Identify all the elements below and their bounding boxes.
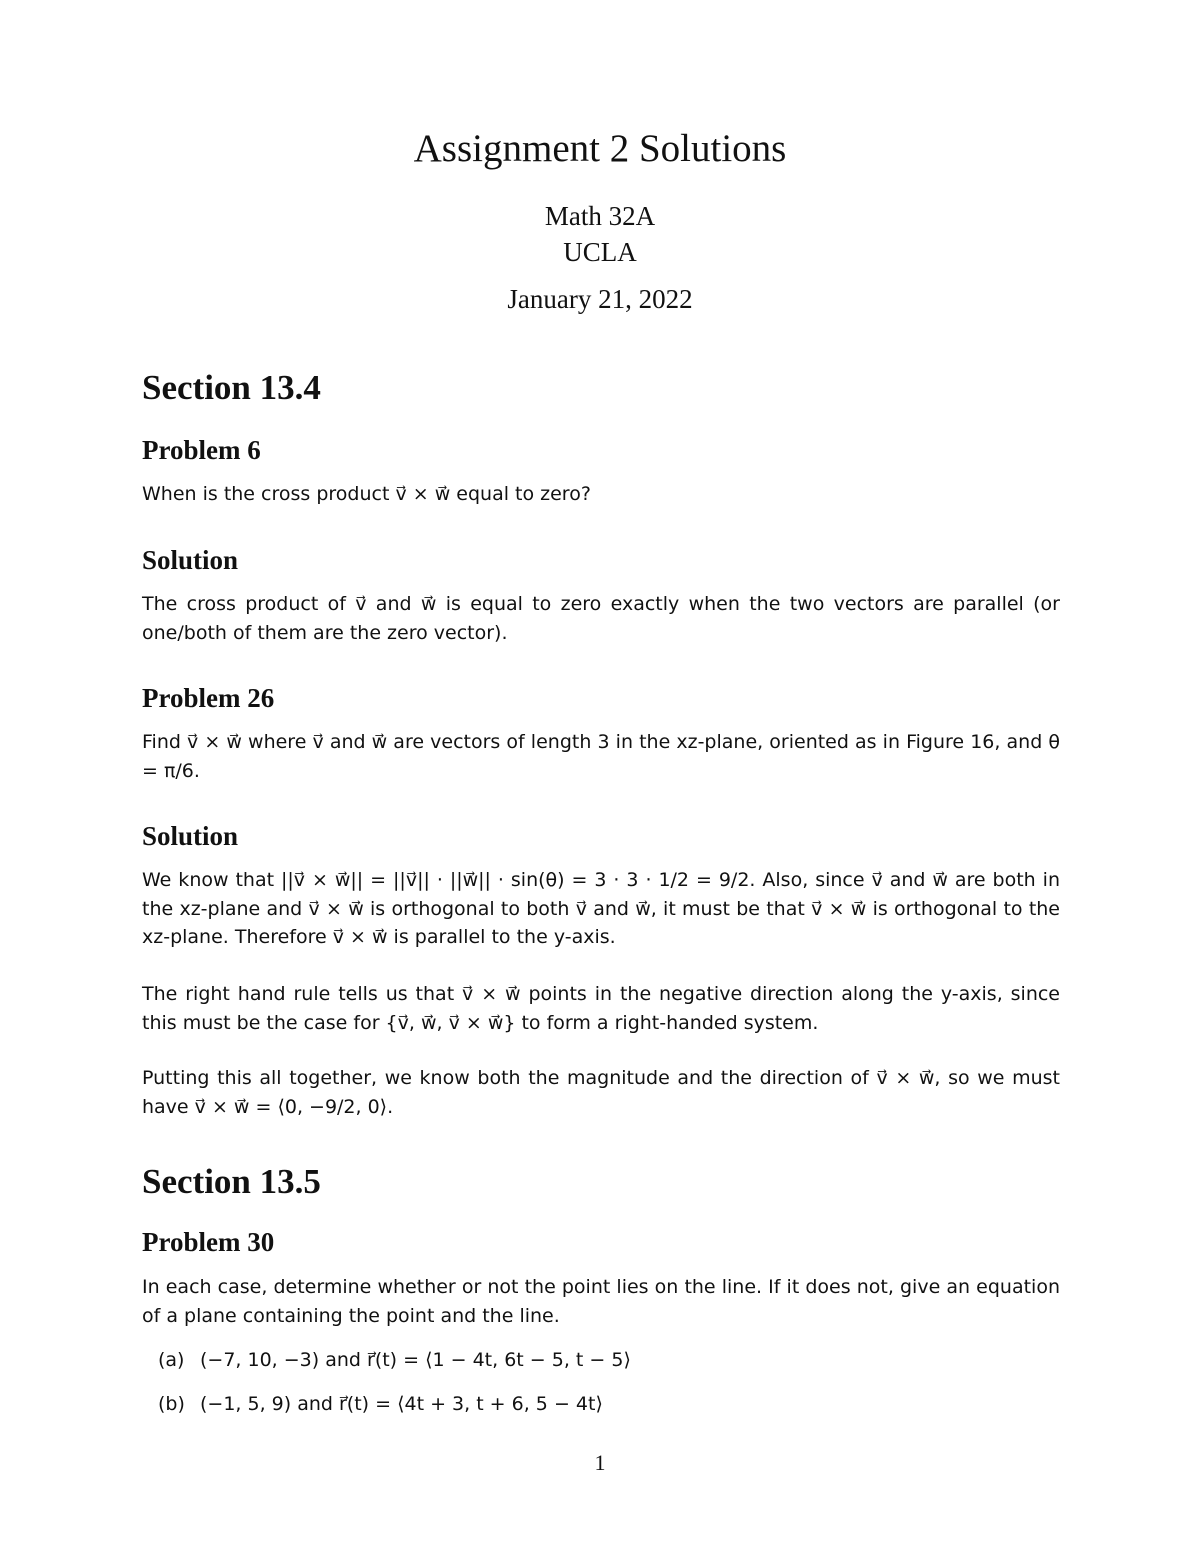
solution-heading: Solution [142,821,239,851]
problem-statement: In each case, determine whether or not the point lies on the line. If it does not, give an equation of a plane containing the point and the line. [142,1276,1060,1327]
document-title: Assignment 2 Solutions [413,127,787,170]
problem-heading: Problem 26 [142,683,275,713]
solution-paragraph: The right hand rule tells us that v⃗ × w⃗ points in the negative direction along the y-axis, since this must be the case for {v⃗, w⃗, v⃗ × w⃗} to form a right-handed system. [142,983,1060,1034]
section-heading: Section 13.5 [142,1162,321,1201]
problem-heading: Problem 6 [142,435,261,465]
solution-paragraph: We know that ||v⃗ × w⃗|| = ||v⃗|| · ||w⃗|| · sin(θ) = 3 · 3 · 1/2 = 9/2. Also, since v⃗ and w⃗ are both in the xz-plane and v⃗ × w⃗ is orthogonal to both v⃗ and w⃗, it must be that v⃗ × w⃗ is orthogonal to the xz-plane. Therefore v⃗ × w⃗ is parallel to the y-axis. [142,869,1060,948]
section-heading: Section 13.4 [142,368,321,407]
problem-heading: Problem 30 [142,1227,275,1257]
document-date: January 21, 2022 [507,284,693,314]
list-item [158,1346,631,1374]
solution-paragraph: Putting this all together, we know both the magnitude and the direction of v⃗ × w⃗, so we must have v⃗ × w⃗ = ⟨0, −9/2, 0⟩. [142,1067,1060,1118]
list-item [158,1390,603,1418]
problem-statement: When is the cross product v⃗ × w⃗ equal to zero? [142,483,591,505]
school-name: UCLA [563,237,637,267]
list-item-label: (a) [158,1349,185,1371]
problem-statement: Find v⃗ × w⃗ where v⃗ and w⃗ are vectors of length 3 in the xz-plane, oriented as in Figure 16, and θ = π/6. [142,731,1060,782]
list-item-label: (b) [158,1393,185,1415]
course-name: Math 32A [544,201,656,231]
page-number: 1 [594,1450,606,1475]
list-item-text: (−1, 5, 9) and r⃗(t) = ⟨4t + 3, t + 6, 5 − 4t⟩ [200,1393,603,1415]
solution-heading: Solution [142,545,239,575]
list-item-text: (−7, 10, −3) and r⃗(t) = ⟨1 − 4t, 6t − 5, t − 5⟩ [200,1349,631,1371]
solution-paragraph: The cross product of v⃗ and w⃗ is equal to zero exactly when the two vectors are parallel (or one/both of them are the zero vector). [142,593,1060,644]
